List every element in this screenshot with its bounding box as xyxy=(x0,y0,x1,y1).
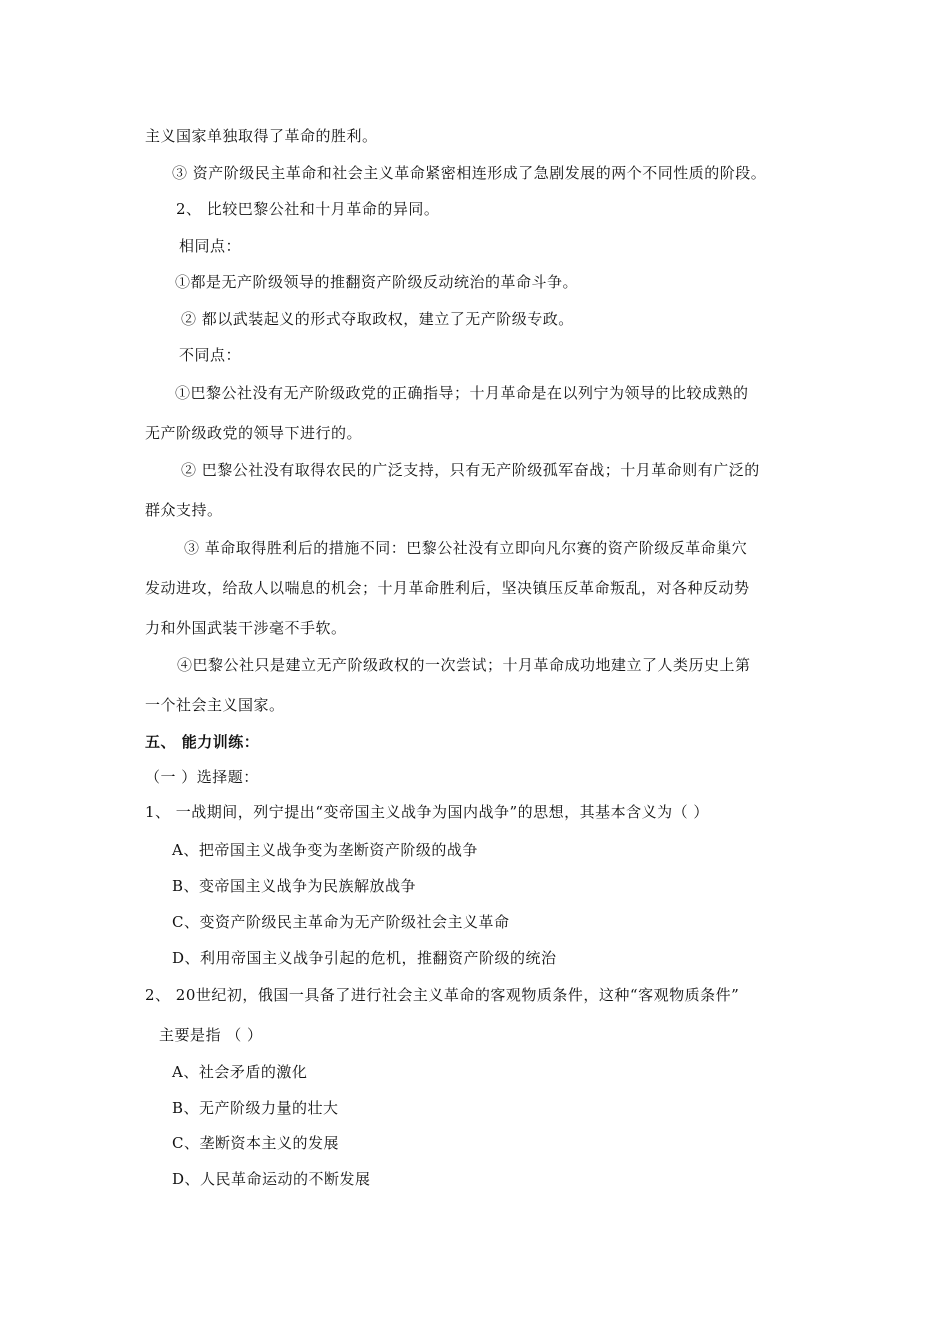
paragraph-line: 一个社会主义国家。 xyxy=(145,696,285,714)
list-item: ①巴黎公社没有无产阶级政党的正确指导；十月革命是在以列宁为领导的比较成熟的 xyxy=(175,384,749,402)
paragraph-line: 无产阶级政党的领导下进行的。 xyxy=(145,424,363,442)
question-1: 1、 一战期间，列宁提出“变帝国主义战争为国内战争”的思想，其基本含义为（ ） xyxy=(145,803,709,821)
question-2-continuation: 主要是指 （ ） xyxy=(159,1026,263,1044)
list-item: ② 都以武装起义的形式夺取政权，建立了无产阶级专政。 xyxy=(181,310,574,328)
list-item: ④巴黎公社只是建立无产阶级政权的一次尝试；十月革命成功地建立了人类历史上第 xyxy=(177,656,751,674)
subsection-title: （一 ）选择题： xyxy=(145,768,259,786)
paragraph-line: 主义国家单独取得了革命的胜利。 xyxy=(145,127,378,145)
question-2: 2、 20世纪初，俄国一具备了进行社会主义革命的客观物质条件，这种“客观物质条件” xyxy=(145,986,740,1004)
option-b: B、变帝国主义战争为民族解放战争 xyxy=(172,877,417,895)
paragraph-line: 群众支持。 xyxy=(145,501,223,519)
paragraph-line: 发动进攻，给敌人以喘息的机会；十月革命胜利后，坚决镇压反革命叛乱，对各种反动势 xyxy=(145,579,750,597)
option-a: A、把帝国主义战争变为垄断资产阶级的战争 xyxy=(172,841,478,859)
option-a: A、社会矛盾的激化 xyxy=(172,1063,308,1081)
subheading: 相同点： xyxy=(179,237,242,255)
list-item: ② 巴黎公社没有取得农民的广泛支持，只有无产阶级孤军奋战；十月革命则有广泛的 xyxy=(181,461,760,479)
section-heading: 2、 比较巴黎公社和十月革命的异同。 xyxy=(176,200,440,218)
paragraph-line: 力和外国武装干涉毫不手软。 xyxy=(145,619,347,637)
option-b: B、无产阶级力量的壮大 xyxy=(172,1099,339,1117)
option-d: D、人民革命运动的不断发展 xyxy=(172,1170,371,1188)
section-title: 五、 能力训练： xyxy=(145,733,260,751)
subheading: 不同点： xyxy=(179,346,242,364)
list-item: ①都是无产阶级领导的推翻资产阶级反动统治的革命斗争。 xyxy=(175,273,579,291)
list-item: ③ 资产阶级民主革命和社会主义革命紧密相连形成了急剧发展的两个不同性质的阶段。 xyxy=(172,164,767,182)
option-c: C、垄断资本主义的发展 xyxy=(172,1134,339,1152)
list-item: ③ 革命取得胜利后的措施不同：巴黎公社没有立即向凡尔赛的资产阶级反革命巢穴 xyxy=(184,539,748,557)
option-d: D、利用帝国主义战争引起的危机，推翻资产阶级的统治 xyxy=(172,949,557,967)
option-c: C、变资产阶级民主革命为无产阶级社会主义革命 xyxy=(172,913,510,931)
